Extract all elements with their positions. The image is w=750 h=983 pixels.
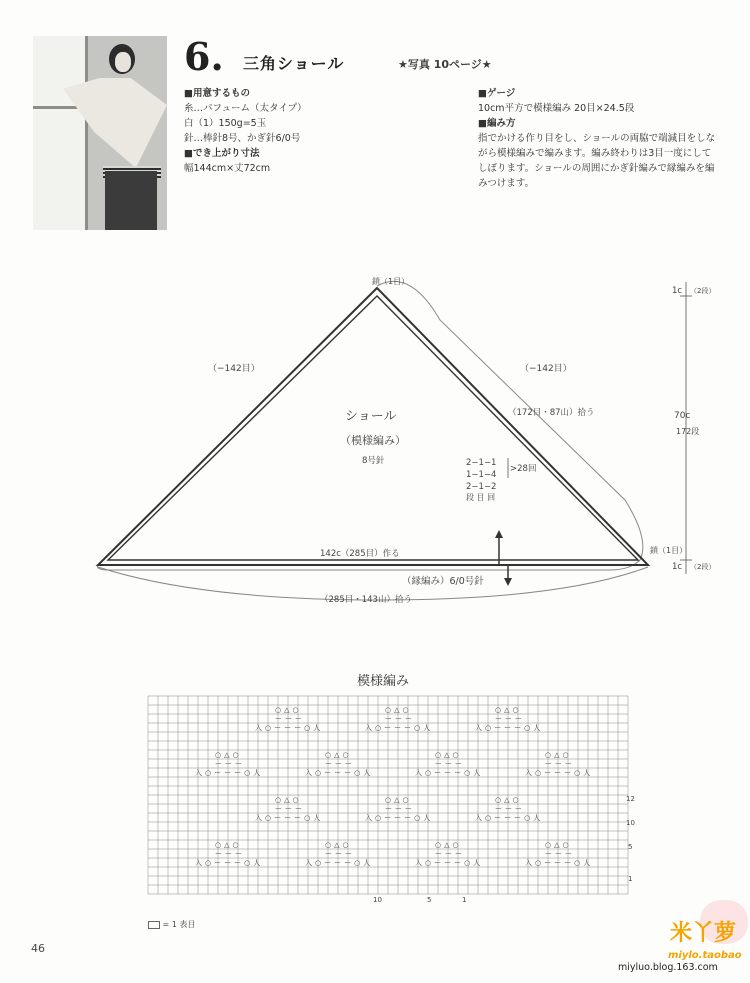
stitch-symbol: ーーー	[435, 760, 465, 768]
stitch-symbol: ○△○	[495, 706, 522, 714]
col-label: 5	[427, 896, 432, 904]
site-url: miyluo.blog.163.com	[618, 962, 718, 973]
bottom-pickup-label: （285目・143山）拾う	[320, 595, 412, 605]
size-heading: ■でき上がり寸法	[184, 148, 260, 159]
stitch-symbol: 入○ーーー○人	[415, 859, 484, 867]
stitch-symbol: 入○ーーー○人	[365, 724, 434, 732]
method-line: 指でかける作り目をし、ショールの両脇で端減目をしな	[478, 133, 716, 144]
col-label: 1	[462, 896, 467, 904]
col-label: 10	[373, 896, 382, 904]
stitch-symbol: ーーー	[495, 715, 525, 723]
dim-bottom-label: 1c	[672, 562, 683, 572]
stitch-symbol: ○△○	[215, 751, 242, 759]
chart-symbols	[195, 706, 593, 867]
stitch-symbol: 入○ーーー○人	[365, 814, 434, 822]
dim-top-label: 1c	[672, 286, 683, 296]
stitch-symbol: ○△○	[385, 796, 412, 804]
stitch-symbol: ○△○	[275, 706, 302, 714]
dim-height-rows: 172段	[676, 427, 700, 436]
cast-on-label: 142c（285目）作る	[320, 549, 400, 559]
stitch-symbol: 入○ーーー○人	[255, 814, 324, 822]
dec-header-label: 段 目 回	[466, 493, 496, 502]
stitch-symbol: 入○ーーー○人	[305, 769, 374, 777]
stitch-symbol: ーーー	[215, 850, 245, 858]
chart-legend	[148, 919, 195, 930]
pattern-number: 6.	[184, 34, 224, 79]
shawl-label: ショール	[345, 409, 397, 424]
dec-row-1: 2−1−1	[466, 458, 497, 468]
stitch-symbol: ○△○	[435, 841, 462, 849]
dim-height-label: 70c	[674, 411, 691, 421]
stitch-symbol: ーーー	[545, 850, 575, 858]
stitch-symbol: ○△○	[325, 751, 352, 759]
page-number: 46	[31, 942, 45, 955]
photo-reference: ★写真 10ページ★	[398, 58, 492, 71]
stitch-symbol: 入○ーーー○人	[525, 769, 594, 777]
needle-size-label: 8号針	[362, 456, 385, 466]
stitch-symbol: ○△○	[215, 841, 242, 849]
stitch-symbol: ーーー	[495, 805, 525, 813]
stitch-symbol: ーーー	[275, 805, 305, 813]
stitch-symbol: ーーー	[385, 715, 415, 723]
row-label: 10	[626, 819, 635, 827]
stitch-symbol: ○△○	[545, 751, 572, 759]
row-label: 1	[628, 875, 633, 883]
method-heading: ■編み方	[478, 118, 516, 129]
stitch-symbol: ○△○	[325, 841, 352, 849]
stitch-symbol: 入○ーーー○人	[195, 769, 264, 777]
method-line: みつけます。	[478, 178, 535, 189]
stitch-symbol: 入○ーーー○人	[305, 859, 374, 867]
right-pickup-label: （172目・87山）拾う	[508, 408, 595, 418]
shawl-stitch-label: （模様編み）	[340, 434, 406, 447]
top-chain-label: 鎖（1目）	[372, 277, 410, 286]
stitch-symbol: ーーー	[385, 805, 415, 813]
color-line: 白（1）150g=5玉	[184, 118, 267, 129]
dec-total-label: >28回	[510, 464, 537, 474]
stitch-symbol: ーーー	[325, 850, 355, 858]
border-label: （縁編み）6/0号針	[402, 576, 484, 587]
yarn-line: 糸…パフューム（太タイプ）	[184, 103, 307, 114]
method-line: がら模様編みで編みます。編み終わりは3目一度にして	[478, 148, 712, 159]
stitch-symbol: ーーー	[435, 850, 465, 858]
watermark-sub: miylo.taobao	[668, 950, 742, 961]
dec-row-3: 2−1−2	[466, 482, 497, 492]
stitch-symbol: 入○ーーー○人	[475, 724, 544, 732]
materials-heading: ■用意するもの	[184, 88, 250, 99]
chart-title: 模様編み	[357, 674, 410, 689]
gauge-heading: ■ゲージ	[478, 88, 516, 99]
method-line: しぼります。ショールの周囲にかぎ針編みで縁編みを編	[478, 163, 715, 174]
stitch-symbol: 入○ーーー○人	[195, 859, 264, 867]
stitch-symbol: ーーー	[215, 760, 245, 768]
stitch-symbol: 入○ーーー○人	[525, 859, 594, 867]
stitch-symbol: 入○ーーー○人	[415, 769, 484, 777]
stitch-symbol: ーーー	[325, 760, 355, 768]
pattern-title: 三角ショール	[243, 54, 345, 73]
stitch-symbol: 入○ーーー○人	[475, 814, 544, 822]
row-label: 5	[628, 843, 633, 851]
stitch-symbol: ○△○	[545, 841, 572, 849]
stitch-symbol: 入○ーーー○人	[255, 724, 324, 732]
stitch-symbol: ーーー	[545, 760, 575, 768]
left-edge-label: （−142目）	[208, 364, 260, 374]
legend-text: = 1 表目	[162, 920, 196, 929]
gauge-value: 10cm平方で模様編み 20目×24.5段	[478, 103, 635, 114]
right-chain-label: 鎖（1目）	[650, 546, 688, 555]
dim-top-rows: （2段）	[690, 287, 716, 295]
knitting-chart	[140, 690, 640, 912]
right-edge-label: （−142目）	[520, 364, 572, 374]
watermark-logo: 米丫萝	[670, 920, 737, 946]
dim-bottom-rows: （2段）	[690, 563, 716, 571]
dec-row-2: 1−1−4	[466, 470, 497, 480]
legend-box-symbol	[148, 921, 160, 929]
row-label: 12	[626, 795, 635, 803]
stitch-symbol: ーーー	[275, 715, 305, 723]
size-line: 幅144cm×丈72cm	[184, 163, 271, 174]
stitch-symbol: ○△○	[495, 796, 522, 804]
stitch-symbol: ○△○	[275, 796, 302, 804]
needles-line: 針…棒針8号、かぎ針6/0号	[184, 133, 301, 144]
stitch-symbol: ○△○	[435, 751, 462, 759]
stitch-symbol: ○△○	[385, 706, 412, 714]
